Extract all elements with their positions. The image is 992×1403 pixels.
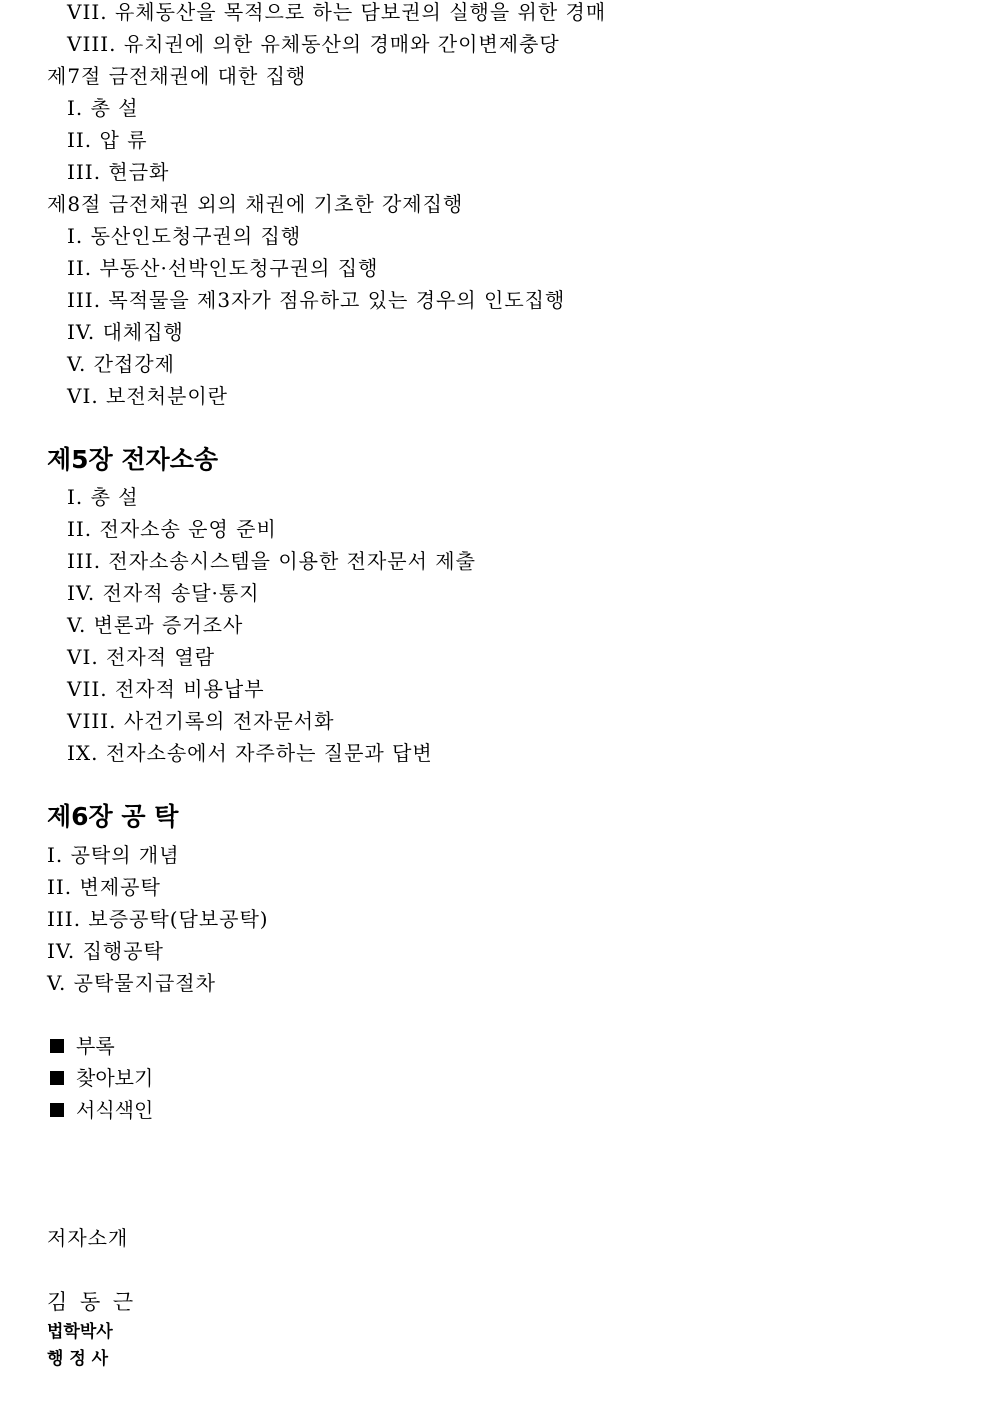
toc-item: V. 변론과 증거조사: [67, 613, 244, 637]
toc-item: I. 공탁의 개념: [47, 843, 180, 867]
section-title: 제8절 금전채권 외의 채권에 기초한 강제집행: [47, 192, 464, 216]
author-degree: 법학박사: [47, 1322, 113, 1342]
toc-item: II. 부동산·선박인도청구권의 집행: [67, 256, 379, 280]
toc-item: IV. 대체집행: [67, 320, 184, 344]
toc-item: II. 압 류: [67, 128, 148, 152]
appendix-item: [47, 1098, 153, 1122]
author-title: 행 정 사: [47, 1349, 109, 1369]
chapter-title: 제6장 공 탁: [47, 802, 179, 831]
toc-item: V. 공탁물지급절차: [47, 971, 216, 995]
author-section-label: 저자소개: [47, 1226, 129, 1250]
toc-item: IX. 전자소송에서 자주하는 질문과 답변: [67, 741, 433, 765]
section-title: 제7절 금전채권에 대한 집행: [47, 64, 307, 88]
toc-item: VI. 전자적 열람: [67, 645, 216, 669]
toc-item: III. 보증공탁(담보공탁): [47, 907, 269, 931]
appendix-item: [47, 1034, 115, 1058]
black-square-icon: [50, 1039, 64, 1053]
toc-item: III. 전자소송시스템을 이용한 전자문서 제출: [67, 549, 476, 573]
toc-item: VII. 전자적 비용납부: [67, 677, 265, 701]
appendix-item-label: 찾아보기: [76, 1066, 154, 1090]
toc-item: VII. 유체동산을 목적으로 하는 담보권의 실행을 위한 경매: [67, 0, 607, 24]
appendix-item: [47, 1066, 153, 1090]
black-square-icon: [50, 1071, 64, 1085]
toc-item: II. 변제공탁: [47, 875, 161, 899]
toc-item: VIII. 유치권에 의한 유체동산의 경매와 간이변제충당: [67, 32, 560, 56]
toc-item: IV. 전자적 송달·통지: [67, 581, 260, 605]
toc-item: V. 간접강제: [67, 352, 175, 376]
toc-item: I. 동산인도청구권의 집행: [67, 224, 302, 248]
black-square-icon: [50, 1103, 64, 1117]
chapter-title: 제5장 전자소송: [47, 445, 218, 474]
toc-item: III. 현금화: [67, 160, 170, 184]
appendix-item-label: 부록: [76, 1034, 115, 1058]
toc-item: II. 전자소송 운영 준비: [67, 517, 277, 541]
toc-item: I. 총 설: [67, 485, 139, 509]
toc-item: III. 목적물을 제3자가 점유하고 있는 경우의 인도집행: [67, 288, 566, 312]
toc-item: VI. 보전처분이란: [67, 384, 228, 408]
author-name: 김 동 근: [47, 1290, 137, 1314]
appendix-item-label: 서식색인: [76, 1098, 154, 1122]
toc-item: IV. 집행공탁: [47, 939, 164, 963]
toc-item: VIII. 사건기록의 전자문서화: [67, 709, 335, 733]
toc-item: I. 총 설: [67, 96, 139, 120]
